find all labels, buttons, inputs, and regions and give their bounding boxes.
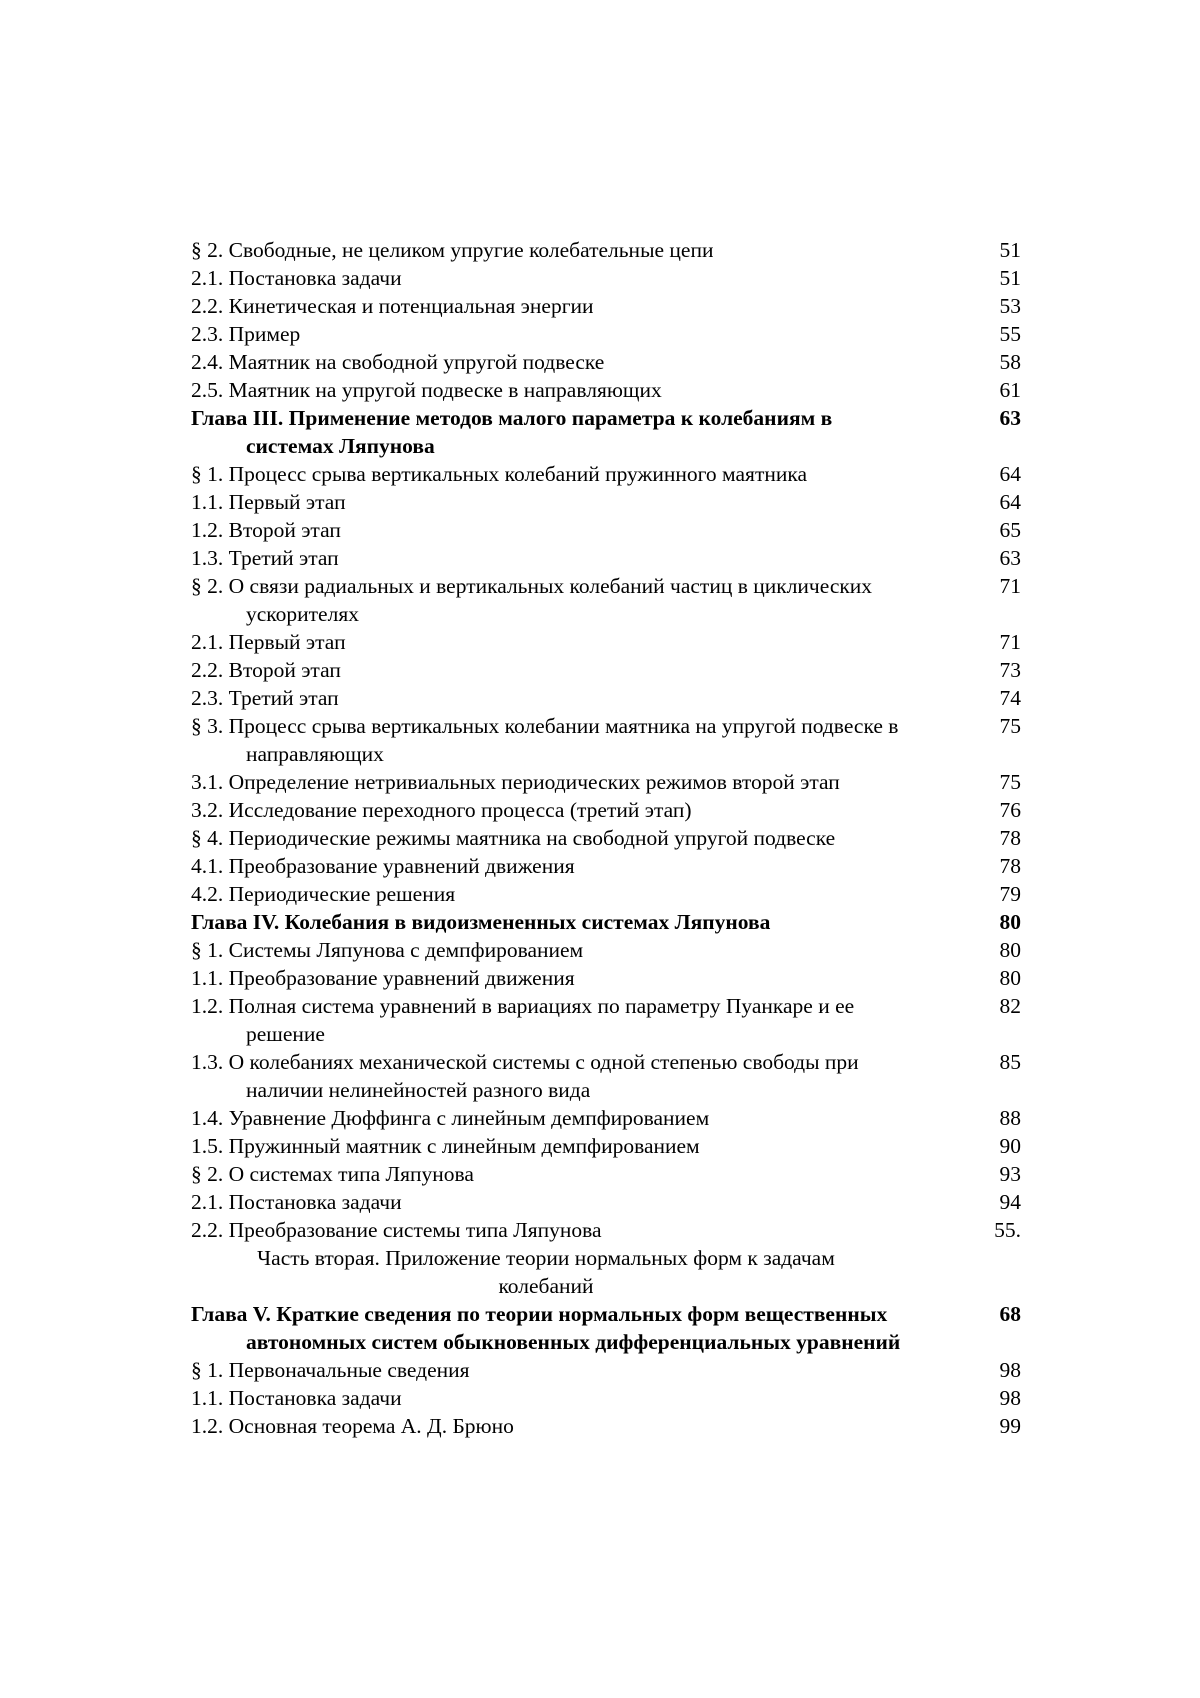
toc-entry-title: 2.1. Постановка задачи xyxy=(191,1190,402,1214)
toc-entry-title: 2.2. Второй этап xyxy=(191,658,341,682)
toc-entry-page: 79 xyxy=(999,882,1021,906)
toc-entry-page: 74 xyxy=(999,686,1021,710)
toc-entry xyxy=(191,824,1021,852)
toc-entry-page: 80 xyxy=(999,938,1021,962)
toc-entry-title: 2.3. Пример xyxy=(191,322,301,346)
toc-entry-title: 3.1. Определение нетривиальных периодических режимов второй этап xyxy=(191,770,840,794)
toc-chapter-page: 80 xyxy=(999,910,1021,934)
toc-entry-title: § 1. Первоначальные сведения xyxy=(191,1358,470,1382)
toc-entry xyxy=(191,488,1021,516)
toc-entry-page: 76 xyxy=(999,798,1021,822)
toc-entry-page: 55 xyxy=(999,322,1021,346)
toc-entry xyxy=(191,768,1021,796)
toc-entry xyxy=(191,684,1021,712)
toc-entry-title: 2.2. Кинетическая и потенциальная энергии xyxy=(191,294,594,318)
toc-entry-title: 4.1. Преобразование уравнений движения xyxy=(191,854,575,878)
toc-chapter-title: Глава V. Краткие сведения по теории нормальных форм вещественных автономных систем обыкновенных дифференциальных уравнений xyxy=(191,1302,901,1354)
toc-entry-title: § 2. О связи радиальных и вертикальных колебаний частиц в циклических ускорителях xyxy=(191,574,873,626)
toc-entry-page: 98 xyxy=(999,1386,1021,1410)
toc-chapter-heading xyxy=(191,404,1021,460)
toc-entry-title: 1.3. О колебаниях механической системы с одной степенью свободы при наличии нелинейностей разного вида xyxy=(191,1050,859,1102)
toc-entry-page: 78 xyxy=(999,826,1021,850)
toc-entry xyxy=(191,992,1021,1048)
toc-entry-title: § 4. Периодические режимы маятника на свободной упругой подвеске xyxy=(191,826,836,850)
toc-entry-page: 85 xyxy=(999,1050,1021,1074)
toc-entry-page: 93 xyxy=(999,1162,1021,1186)
toc-entry-page: 58 xyxy=(999,350,1021,374)
toc-chapter-title: Глава IV. Колебания в видоизмененных системах Ляпунова xyxy=(191,910,771,934)
toc-entry-title: § 2. О системах типа Ляпунова xyxy=(191,1162,474,1186)
toc-entry-title: 2.5. Маятник на упругой подвеске в направляющих xyxy=(191,378,662,402)
toc-entry-title: 1.5. Пружинный маятник с линейным демпфированием xyxy=(191,1134,700,1158)
toc-part-title: Часть вторая. Приложение теории нормальных форм к задачам колебаний xyxy=(257,1246,835,1298)
toc-entry-title: § 3. Процесс срыва вертикальных колебании маятника на упругой подвеске в направляющих xyxy=(191,714,899,766)
toc-entry xyxy=(191,264,1021,292)
toc-entry xyxy=(191,460,1021,488)
toc-entry xyxy=(191,936,1021,964)
toc-chapter-heading xyxy=(191,1300,1021,1356)
toc-entry-page: 78 xyxy=(999,854,1021,878)
toc-entry xyxy=(191,1216,1021,1244)
toc-entry-title: 4.2. Периодические решения xyxy=(191,882,456,906)
toc-entry-title: 1.2. Основная теорема А. Д. Брюно xyxy=(191,1414,514,1438)
toc-entry-title: 1.2. Второй этап xyxy=(191,518,341,542)
toc-entry xyxy=(191,1132,1021,1160)
toc-entry xyxy=(191,852,1021,880)
toc-entry-title: 2.4. Маятник на свободной упругой подвеске xyxy=(191,350,605,374)
toc-entry xyxy=(191,656,1021,684)
toc-entry-page: 71 xyxy=(999,574,1021,598)
toc-entry-page: 51 xyxy=(999,266,1021,290)
toc-entry-page: 98 xyxy=(999,1358,1021,1382)
toc-entry xyxy=(191,880,1021,908)
toc-part-heading xyxy=(191,1244,1021,1300)
toc-entry-page: 63 xyxy=(999,546,1021,570)
toc-entry-title: § 2. Свободные, не целиком упругие колебательные цепи xyxy=(191,238,714,262)
toc-entry-page: 61 xyxy=(999,378,1021,402)
toc-entry-title: 1.3. Третий этап xyxy=(191,546,339,570)
toc-entry-page: 94 xyxy=(999,1190,1021,1214)
toc-entry xyxy=(191,1048,1021,1104)
toc-entry-page: 80 xyxy=(999,966,1021,990)
toc-entry-page: 88 xyxy=(999,1106,1021,1130)
toc-chapter-page: 68 xyxy=(999,1302,1021,1326)
toc-entry-page: 51 xyxy=(999,238,1021,262)
toc-entry xyxy=(191,292,1021,320)
toc-entry-page: 75 xyxy=(999,770,1021,794)
toc-entry-page: 65 xyxy=(999,518,1021,542)
toc-entry-title: § 1. Системы Ляпунова с демпфированием xyxy=(191,938,584,962)
toc-entry-page: 90 xyxy=(999,1134,1021,1158)
toc-entry-title: 2.1. Постановка задачи xyxy=(191,266,402,290)
toc-entry-title: 1.1. Преобразование уравнений движения xyxy=(191,966,575,990)
toc-entry xyxy=(191,572,1021,628)
toc-entry-page: 64 xyxy=(999,490,1021,514)
toc-entry xyxy=(191,320,1021,348)
toc-entry xyxy=(191,1412,1021,1440)
toc-entry xyxy=(191,516,1021,544)
toc-chapter-title: Глава III. Применение методов малого параметра к колебаниям в системах Ляпунова xyxy=(191,406,833,458)
toc-entry-page: 75 xyxy=(999,714,1021,738)
toc-entry xyxy=(191,1160,1021,1188)
toc-entry xyxy=(191,236,1021,264)
toc-entry-title: 2.3. Третий этап xyxy=(191,686,339,710)
toc-entry xyxy=(191,796,1021,824)
toc-entry-title: 1.2. Полная система уравнений в вариациях по параметру Пуанкаре и ее решение xyxy=(191,994,855,1046)
toc-entry-page: 53 xyxy=(999,294,1021,318)
toc-entry-page: 55. xyxy=(994,1218,1021,1242)
toc-entry-page: 82 xyxy=(999,994,1021,1018)
toc-entry-title: 2.1. Первый этап xyxy=(191,630,346,654)
toc-entry xyxy=(191,964,1021,992)
toc-chapter-page: 63 xyxy=(999,406,1021,430)
table-of-contents xyxy=(191,236,1021,1440)
toc-entry xyxy=(191,1384,1021,1412)
toc-entry xyxy=(191,1188,1021,1216)
toc-entry-title: 3.2. Исследование переходного процесса (третий этап) xyxy=(191,798,692,822)
toc-entry xyxy=(191,544,1021,572)
toc-entry xyxy=(191,1356,1021,1384)
toc-entry-page: 99 xyxy=(999,1414,1021,1438)
toc-entry-title: 1.1. Первый этап xyxy=(191,490,346,514)
toc-chapter-heading xyxy=(191,908,1021,936)
toc-entry-page: 73 xyxy=(999,658,1021,682)
toc-entry-page: 64 xyxy=(999,462,1021,486)
toc-entry-title: § 1. Процесс срыва вертикальных колебаний пружинного маятника xyxy=(191,462,808,486)
toc-entry-title: 1.4. Уравнение Дюффинга с линейным демпфированием xyxy=(191,1106,710,1130)
toc-entry-title: 2.2. Преобразование системы типа Ляпунова xyxy=(191,1218,602,1242)
toc-entry xyxy=(191,1104,1021,1132)
toc-entry xyxy=(191,376,1021,404)
toc-entry xyxy=(191,628,1021,656)
toc-entry xyxy=(191,348,1021,376)
toc-entry xyxy=(191,712,1021,768)
toc-entry-title: 1.1. Постановка задачи xyxy=(191,1386,402,1410)
toc-entry-page: 71 xyxy=(999,630,1021,654)
